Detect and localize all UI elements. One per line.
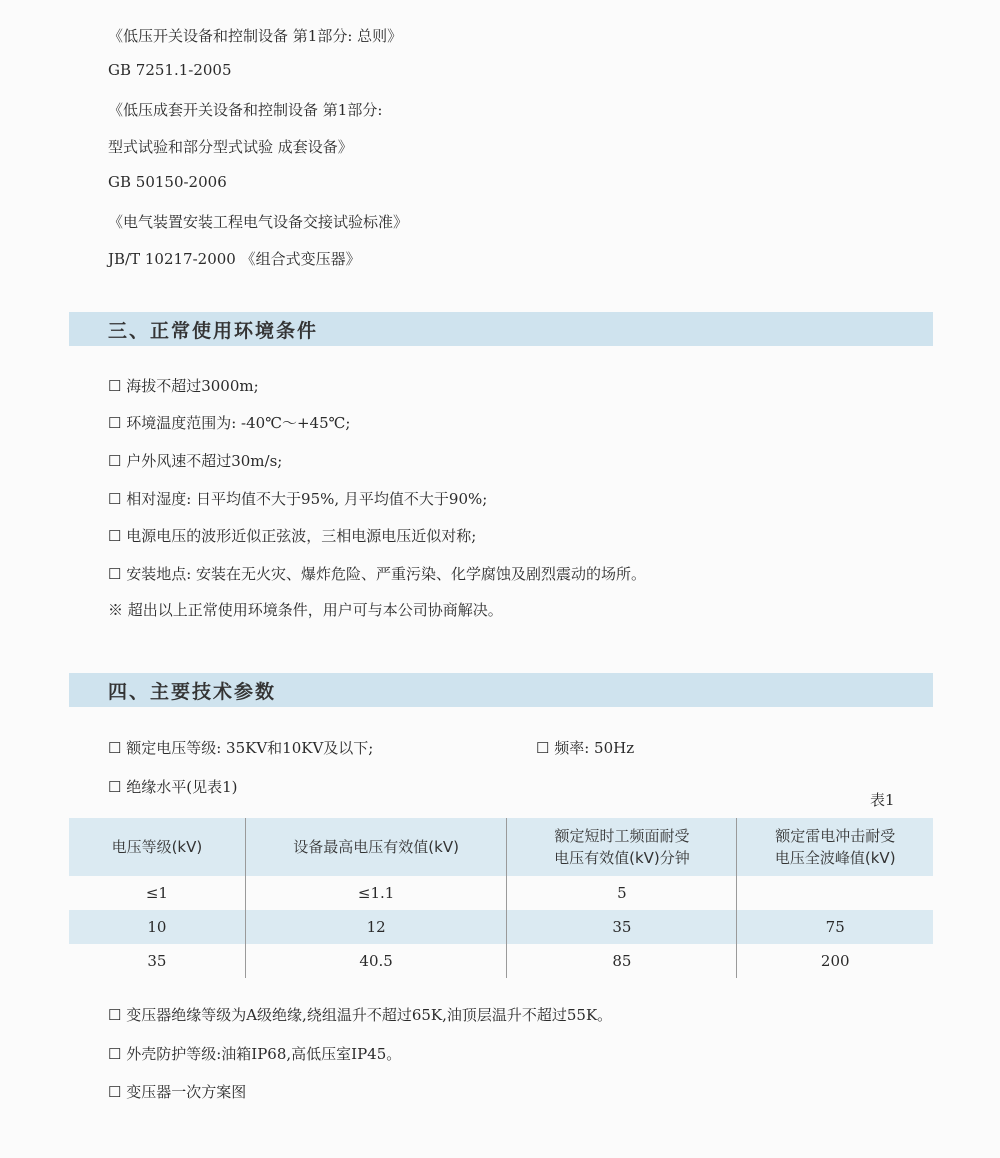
standard-line: GB 50150-2006 (108, 173, 227, 191)
section-title: 三、正常使用环境条件 (108, 320, 319, 342)
section-bar-environment (69, 312, 933, 346)
table-header-cell: 设备最高电压有效值(kV) (245, 818, 507, 876)
list-item: ☐ 环境温度范围为: -40℃～+45℃; (108, 414, 351, 432)
standard-line: JB/T 10217-2000 《组合式变压器》 (108, 250, 361, 268)
list-item: ☐ 变压器一次方案图 (108, 1083, 247, 1101)
list-item: ☐ 变压器绝缘等级为A级绝缘,绕组温升不超过65K,油顶层温升不超过55K。 (108, 1006, 613, 1024)
note-item: ※ 超出以上正常使用环境条件，用户可与本公司协商解决。 (108, 601, 503, 619)
table-cell: 12 (245, 910, 507, 944)
table-cell: 40.5 (245, 944, 507, 978)
list-item: ☐ 电源电压的波形近似正弦波，三相电源电压近似对称; (108, 527, 477, 545)
table-row (69, 876, 933, 910)
table-cell: 75 (737, 910, 933, 944)
rated-voltage-item: ☐ 额定电压等级: 35KV和10KV及以下; (108, 739, 374, 757)
standard-line: 型式试验和部分型式试验 成套设备》 (108, 138, 353, 156)
insulation-table (69, 818, 933, 978)
table-header-row (69, 818, 933, 876)
table-cell: 5 (507, 876, 737, 910)
table-header-cell: 电压等级(kV) (111, 838, 203, 856)
table-cell: 10 (147, 918, 167, 936)
table-cell: 35 (507, 910, 737, 944)
section-bar-parameters (69, 673, 933, 707)
table-cell: 85 (507, 944, 737, 978)
table-header-cell: 额定短时工频面耐受 电压有效值(kV)分钟 (507, 818, 737, 876)
table-cell: ≤1.1 (245, 876, 507, 910)
standard-line: 《电气装置安装工程电气设备交接试验标准》 (108, 213, 409, 231)
section-title: 四、主要技术参数 (108, 681, 277, 703)
list-item: ☐ 户外风速不超过30m/s; (108, 452, 283, 470)
frequency-item: ☐ 频率: 50Hz (536, 739, 635, 757)
standard-line: 《低压开关设备和控制设备 第1部分: 总则》 (108, 27, 403, 45)
table-cell: ≤1 (145, 884, 168, 902)
table-row (69, 910, 933, 944)
table-row (69, 944, 933, 978)
table-header-cell: 额定雷电冲击耐受 电压全波峰值(kV) (737, 818, 933, 876)
list-item: ☐ 外壳防护等级:油箱IP68,高低压室IP45。 (108, 1045, 402, 1063)
table-cell: 35 (147, 952, 167, 970)
standard-line: 《低压成套开关设备和控制设备 第1部分: (108, 101, 383, 119)
list-item: ☐ 海拔不超过3000m; (108, 377, 259, 395)
list-item: ☐ 安装地点: 安装在无火灾、爆炸危险、严重污染、化学腐蚀及剧烈震动的场所。 (108, 565, 647, 583)
insulation-item: ☐ 绝缘水平(见表1) (108, 778, 238, 796)
table-cell (737, 876, 933, 910)
table-cell: 200 (737, 944, 933, 978)
list-item: ☐ 相对湿度: 日平均值不大于95%, 月平均值不大于90%; (108, 490, 488, 508)
standard-line: GB 7251.1-2005 (108, 61, 232, 79)
table-caption: 表1 (870, 791, 895, 809)
